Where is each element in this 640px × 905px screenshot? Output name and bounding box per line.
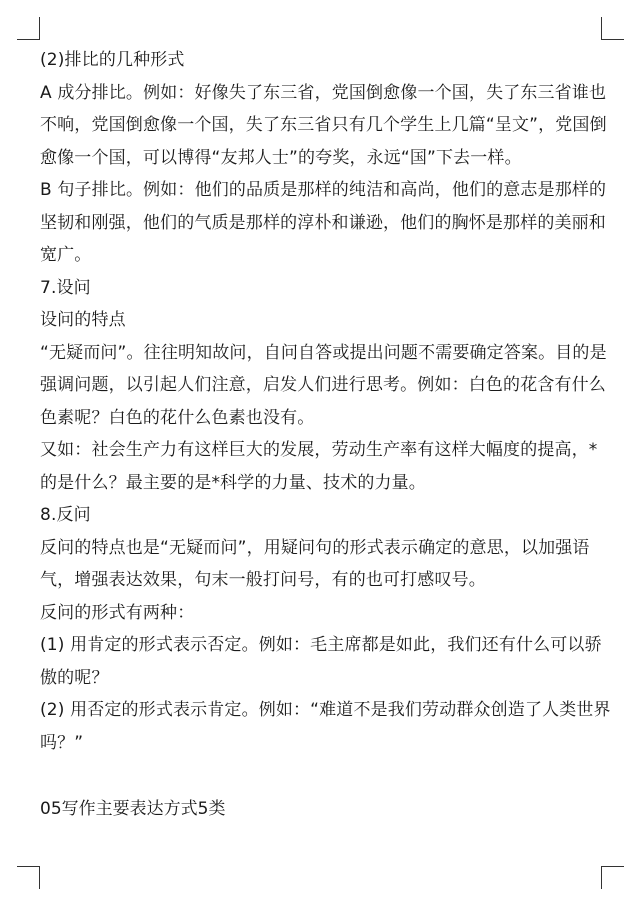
paragraph-line: 气，增强表达效果，句末一般打问号，有的也可打感叹号。 (40, 570, 486, 590)
section-heading-parallelism-forms: (2)排比的几种形式 (40, 50, 185, 70)
paragraph-line: 色素呢？白色的花什么色素也没有。 (40, 407, 315, 428)
section-heading-counter-question: 8.反问 (40, 505, 91, 525)
paragraph-line: A 成分排比。例如：好像失了东三省，党国倒愈像一个国，失了东三省谁也 (40, 82, 607, 103)
page-corner-mark-top-right (601, 17, 624, 40)
page-corner-mark-bottom-left (17, 866, 40, 889)
paragraph-line: 愈像一个国，可以博得“友邦人士”的夸奖，永远“国”下去一样。 (40, 147, 522, 168)
paragraph-line: 反问的形式有两种： (40, 602, 195, 623)
list-item-line: (1) 用肯定的形式表示否定。例如：毛主席都是如此，我们还有什么可以骄 (40, 635, 602, 655)
list-item-line: 傲的呢？ (40, 667, 109, 688)
list-item-line: (2) 用否定的形式表示肯定。例如：“难道不是我们劳动群众创造了人类世界 (40, 700, 611, 720)
paragraph-line: B 句子排比。例如：他们的品质是那样的纯洁和高尚，他们的意志是那样的 (40, 180, 607, 200)
page-corner-mark-bottom-right (601, 866, 624, 889)
paragraph-line: 宽广。 (40, 245, 92, 265)
paragraph-line: 的是什么？最主要的是*科学的力量、技术的力量。 (40, 472, 426, 493)
paragraph-line: 强调问题，以引起人们注意，启发人们进行思考。例如：白色的花含有什么 (40, 375, 606, 395)
paragraph-line: 又如：社会生产力有这样巨大的发展，劳动生产率有这样大幅度的提高，* (40, 440, 598, 460)
page-corner-mark-top-left (17, 17, 40, 40)
section-heading-writing-expression-modes: 05写作主要表达方式5类 (40, 799, 226, 819)
section-heading-rhetorical-question: 7.设问 (40, 277, 91, 298)
list-item-line: 吗？” (40, 732, 84, 753)
subheading-question-features: 设问的特点 (40, 310, 126, 330)
paragraph-line: 不响，党国倒愈像一个国，失了东三省只有几个学生上几篇“呈文”，党国倒 (40, 115, 607, 135)
paragraph-line: “无疑而问”。往往明知故问，自问自答或提出问题不需要确定答案。目的是 (40, 342, 607, 363)
paragraph-line: 坚韧和刚强，他们的气质是那样的淳朴和谦逊，他们的胸怀是那样的美丽和 (40, 212, 606, 233)
paragraph-line: 反问的特点也是“无疑而问”，用疑问句的形式表示确定的意思，以加强语 (40, 537, 590, 558)
document-body (40, 44, 611, 759)
